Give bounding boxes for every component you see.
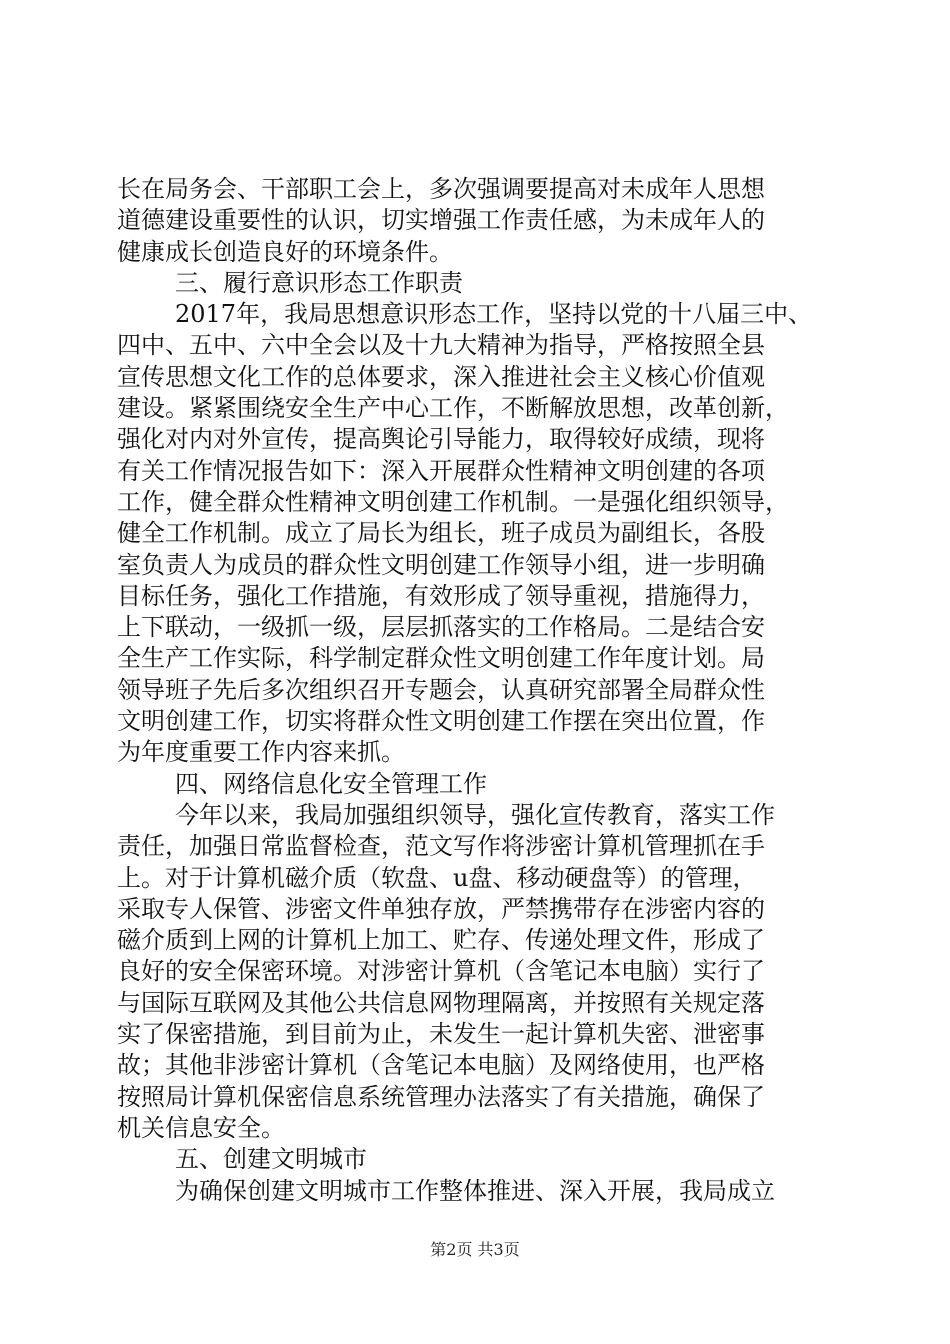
text-line: 有关工作情况报告如下：深入开展群众性精神文明创建的各项 bbox=[117, 456, 765, 485]
text-line: 磁介质到上网的计算机上加工、贮存、传递处理文件，形成了 bbox=[117, 926, 765, 955]
text-line: 与国际互联网及其他公共信息网物理隔离，并按照有关规定落 bbox=[117, 988, 765, 1017]
text-line: 道德建设重要性的认识，切实增强工作责任感，为未成年人的 bbox=[117, 206, 765, 235]
text-line: 上下联动，一级抓一级，层层抓落实的工作格局。二是结合安 bbox=[117, 613, 765, 642]
text-line: 宣传思想文化工作的总体要求，深入推进社会主义核心价值观 bbox=[117, 362, 765, 391]
text-line: 长在局务会、干部职工会上，多次强调要提高对未成年人思想 bbox=[117, 175, 765, 203]
text-line: 实了保密措施，到目前为止，未发生一起计算机失密、泄密事 bbox=[117, 1020, 765, 1049]
text-line: 健康成长创造良好的环境条件。 bbox=[117, 237, 453, 266]
page-footer: 第2页 共3页 bbox=[430, 1240, 520, 1259]
text-line: 上。对于计算机磁介质（软盘、u盘、移动硬盘等）的管理， bbox=[117, 863, 757, 892]
document-body bbox=[117, 174, 837, 1207]
text-line: 2017年，我局思想意识形态工作，坚持以党的十八届三中、 bbox=[175, 300, 813, 329]
text-line: 建设。紧紧围绕安全生产中心工作，不断解放思想，改革创新， bbox=[117, 394, 789, 423]
text-line: 目标任务，强化工作措施，有效形成了领导重视，措施得力， bbox=[117, 581, 765, 610]
text-line: 机关信息安全。 bbox=[117, 1113, 285, 1142]
section-heading: 四、网络信息化安全管理工作 bbox=[175, 769, 487, 798]
text-line: 为确保创建文明城市工作整体推进、深入开展，我局成立 bbox=[175, 1176, 775, 1205]
section-heading: 五、创建文明城市 bbox=[175, 1145, 367, 1174]
section-heading: 三、履行意识形态工作职责 bbox=[175, 268, 463, 297]
text-line: 室负责人为成员的群众性文明创建工作领导小组，进一步明确 bbox=[117, 550, 765, 579]
text-line: 工作，健全群众性精神文明创建工作机制。一是强化组织领导， bbox=[117, 487, 789, 516]
text-line: 全生产工作实际，科学制定群众性文明创建工作年度计划。局 bbox=[117, 644, 765, 673]
text-line: 为年度重要工作内容来抓。 bbox=[117, 738, 405, 767]
text-line: 今年以来，我局加强组织领导，强化宣传教育，落实工作 bbox=[175, 800, 775, 829]
text-line: 良好的安全保密环境。对涉密计算机（含笔记本电脑）实行了 bbox=[117, 957, 765, 986]
text-line: 采取专人保管、涉密文件单独存放，严禁携带存在涉密内容的 bbox=[117, 894, 765, 923]
text-line: 按照局计算机保密信息系统管理办法落实了有关措施，确保了 bbox=[117, 1082, 765, 1111]
text-line: 责任，加强日常监督检查，范文写作将涉密计算机管理抓在手 bbox=[117, 832, 765, 861]
text-line: 强化对内对外宣传，提高舆论引导能力，取得较好成绩，现将 bbox=[117, 425, 765, 454]
text-line: 文明创建工作，切实将群众性文明创建工作摆在突出位置，作 bbox=[117, 707, 765, 736]
text-line: 四中、五中、六中全会以及十九大精神为指导，严格按照全县 bbox=[117, 331, 765, 360]
text-line: 领导班子先后多次组织召开专题会，认真研究部署全局群众性 bbox=[117, 675, 765, 704]
text-line: 健全工作机制。成立了局长为组长，班子成员为副组长，各股 bbox=[117, 519, 765, 548]
text-line: 故；其他非涉密计算机（含笔记本电脑）及网络使用，也严格 bbox=[117, 1051, 765, 1080]
